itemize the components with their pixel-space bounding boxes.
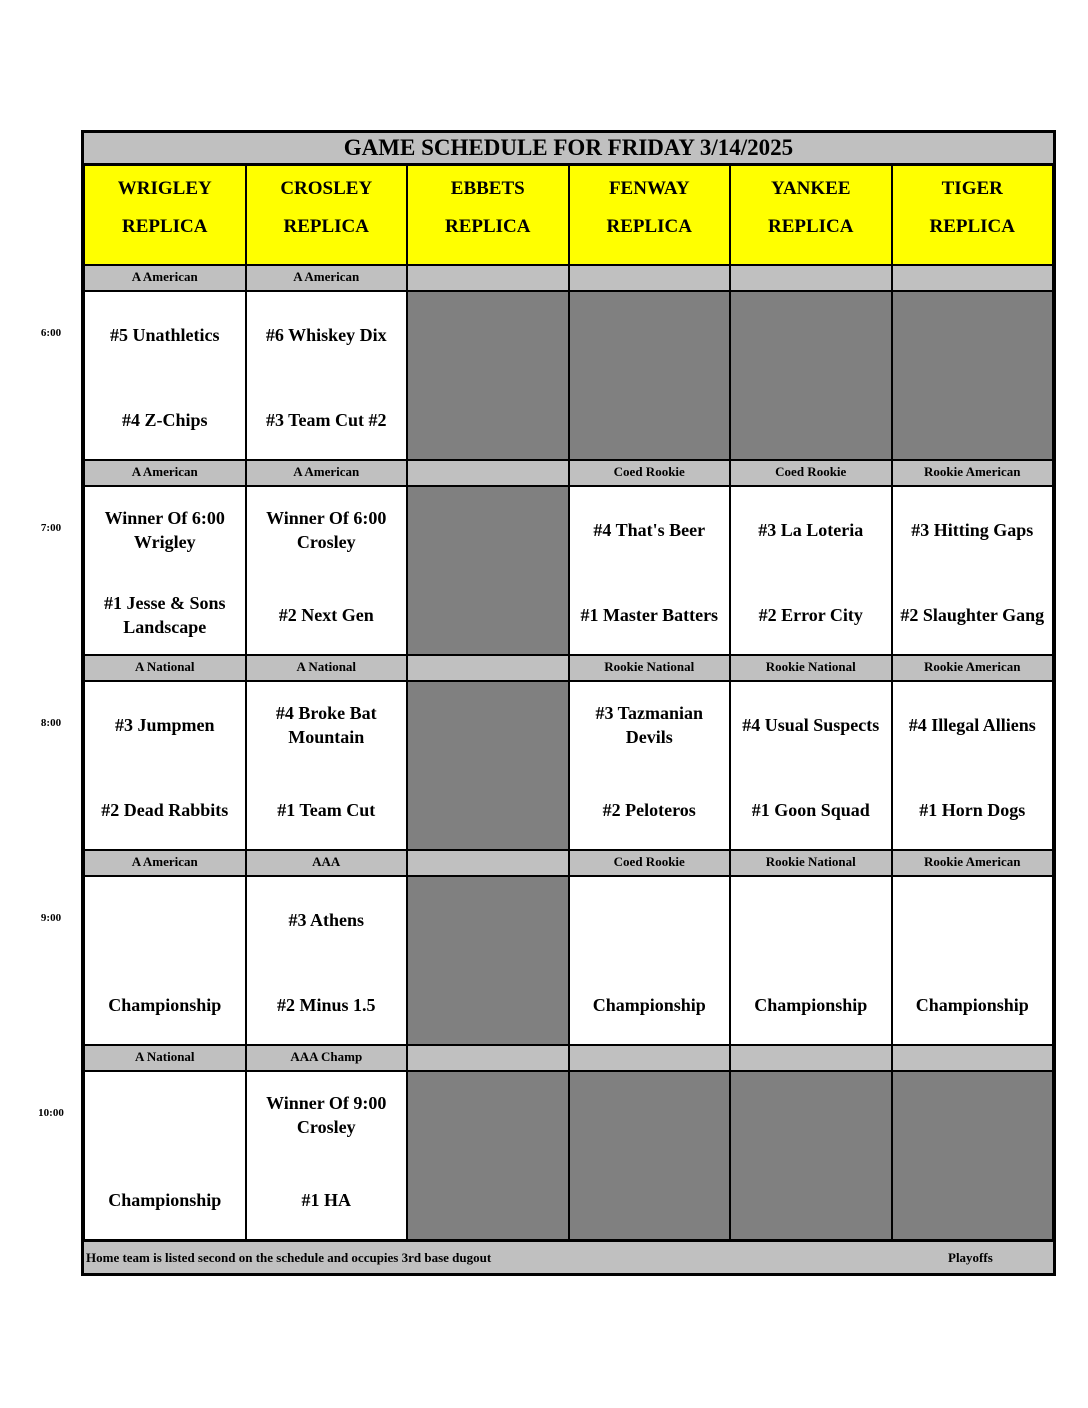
venue-header <box>569 165 731 265</box>
division-label: A American <box>246 265 408 291</box>
division-label <box>407 265 569 291</box>
away-team: #3 Jumpmen <box>114 715 215 735</box>
game-cell <box>730 876 892 1045</box>
division-label <box>730 265 892 291</box>
venue-header <box>246 165 408 265</box>
division-label: A American <box>84 460 246 486</box>
home-team: Championship <box>754 995 868 1015</box>
home-team: #2 Error City <box>758 605 863 625</box>
game-cell <box>892 486 1054 655</box>
game-cell <box>569 486 731 655</box>
division-label <box>407 1045 569 1071</box>
division-label: AAA Champ <box>246 1045 408 1071</box>
game-cell <box>246 876 408 1045</box>
home-team: #1 HA <box>301 1190 351 1210</box>
game-cell <box>246 1071 408 1240</box>
game-cell <box>84 486 246 655</box>
home-team: Championship <box>915 995 1029 1015</box>
division-label <box>569 1045 731 1071</box>
time-label: 10:00 <box>38 1107 64 1119</box>
unused-field-cell <box>407 291 569 460</box>
unused-field-cell <box>407 486 569 655</box>
home-team: #1 Horn Dogs <box>919 800 1026 820</box>
home-team: #1 Goon Squad <box>751 800 870 820</box>
away-team: #4 Broke Bat Mountain <box>275 703 377 747</box>
venue-header <box>892 165 1054 265</box>
game-cell <box>84 876 246 1045</box>
away-team: #3 Athens <box>288 910 364 930</box>
division-label <box>892 1045 1054 1071</box>
venue-header <box>84 165 246 265</box>
division-label <box>407 460 569 486</box>
home-team: #4 Z-Chips <box>121 410 208 430</box>
game-cell <box>246 291 408 460</box>
venue-name: EBBETS <box>450 178 525 199</box>
game-cell <box>84 681 246 850</box>
venue-header <box>730 165 892 265</box>
away-team <box>895 895 1051 945</box>
division-label: Rookie National <box>730 850 892 876</box>
division-label: Rookie American <box>892 850 1054 876</box>
away-team <box>87 1090 243 1140</box>
away-team: #4 Usual Suspects <box>742 715 880 735</box>
division-label: Coed Rookie <box>569 850 731 876</box>
game-cell <box>730 681 892 850</box>
division-label: A American <box>84 850 246 876</box>
schedule-footer <box>84 1242 1053 1273</box>
game-cell <box>84 1071 246 1240</box>
venue-type: REPLICA <box>767 216 854 237</box>
time-label: 9:00 <box>40 912 62 924</box>
away-team <box>87 895 243 945</box>
division-label: Coed Rookie <box>730 460 892 486</box>
schedule-title: GAME SCHEDULE FOR FRIDAY 3/14/2025 <box>84 133 1053 165</box>
away-team: Winner Of 9:00 Crosley <box>266 1093 387 1137</box>
venue-type: REPLICA <box>929 216 1015 237</box>
venue-name: YANKEE <box>770 178 851 199</box>
home-team: #2 Slaughter Gang <box>900 605 1045 625</box>
away-team: #5 Unathletics <box>110 325 220 345</box>
game-cell <box>892 681 1054 850</box>
venue-name: CROSLEY <box>280 178 373 199</box>
division-label: Rookie American <box>892 655 1054 681</box>
home-team: Championship <box>108 995 222 1015</box>
division-label: A National <box>84 1045 246 1071</box>
venue-type: REPLICA <box>444 216 531 237</box>
time-label: 7:00 <box>40 522 62 534</box>
game-cell <box>730 486 892 655</box>
unused-field-cell <box>892 291 1054 460</box>
unused-field-cell <box>569 291 731 460</box>
division-label: Coed Rookie <box>569 460 731 486</box>
away-team: #4 Illegal Alliens <box>908 715 1036 735</box>
away-team <box>572 895 728 945</box>
game-cell <box>892 876 1054 1045</box>
unused-field-cell <box>730 291 892 460</box>
away-team: #4 That's Beer <box>593 520 706 540</box>
venue-header <box>407 165 569 265</box>
home-team: #2 Peloteros <box>602 800 696 820</box>
division-label <box>730 1045 892 1071</box>
unused-field-cell <box>407 1071 569 1240</box>
game-cell <box>84 291 246 460</box>
venue-name: WRIGLEY <box>117 178 212 199</box>
division-label <box>569 265 731 291</box>
venue-type: REPLICA <box>283 216 369 237</box>
division-label: Rookie American <box>892 460 1054 486</box>
playoffs-label: Playoffs <box>948 1250 993 1265</box>
away-team: #3 Tazmanian Devils <box>595 703 704 747</box>
away-team: #3 Hitting Gaps <box>911 520 1034 540</box>
home-team-note: Home team is listed second on the schedule and occupies 3rd base dugout <box>86 1250 492 1265</box>
game-cell <box>569 876 731 1045</box>
unused-field-cell <box>407 681 569 850</box>
game-cell <box>569 681 731 850</box>
division-label <box>892 265 1054 291</box>
unused-field-cell <box>730 1071 892 1240</box>
away-team: #3 La Loteria <box>758 520 864 540</box>
home-team: #2 Minus 1.5 <box>276 995 376 1015</box>
away-team <box>733 895 889 945</box>
venue-type: REPLICA <box>121 216 208 237</box>
unused-field-cell <box>407 876 569 1045</box>
game-cell <box>246 681 408 850</box>
away-team: #6 Whiskey Dix <box>265 325 387 345</box>
home-team: #1 Jesse & Sons Landscape <box>103 593 226 637</box>
division-label: A American <box>84 265 246 291</box>
home-team: #1 Team Cut <box>277 800 376 820</box>
unused-field-cell <box>569 1071 731 1240</box>
division-label: A National <box>246 655 408 681</box>
division-label: Rookie National <box>569 655 731 681</box>
division-label: A National <box>84 655 246 681</box>
home-team: #2 Next Gen <box>278 605 374 625</box>
time-label: 8:00 <box>40 717 62 729</box>
unused-field-cell <box>892 1071 1054 1240</box>
home-team: Championship <box>592 995 706 1015</box>
away-team: Winner Of 6:00 Wrigley <box>104 508 225 552</box>
game-cell <box>246 486 408 655</box>
home-team: #2 Dead Rabbits <box>101 800 229 820</box>
home-team: #1 Master Batters <box>580 605 719 625</box>
venue-name: FENWAY <box>608 178 690 199</box>
division-label <box>407 850 569 876</box>
division-label: A American <box>246 460 408 486</box>
home-team: Championship <box>108 1190 222 1210</box>
time-label: 6:00 <box>40 327 62 339</box>
venue-name: TIGER <box>941 178 1003 199</box>
division-label: Rookie National <box>730 655 892 681</box>
division-label: AAA <box>246 850 408 876</box>
home-team: #3 Team Cut #2 <box>265 410 387 430</box>
division-label <box>407 655 569 681</box>
venue-type: REPLICA <box>606 216 692 237</box>
away-team: Winner Of 6:00 Crosley <box>266 508 387 552</box>
